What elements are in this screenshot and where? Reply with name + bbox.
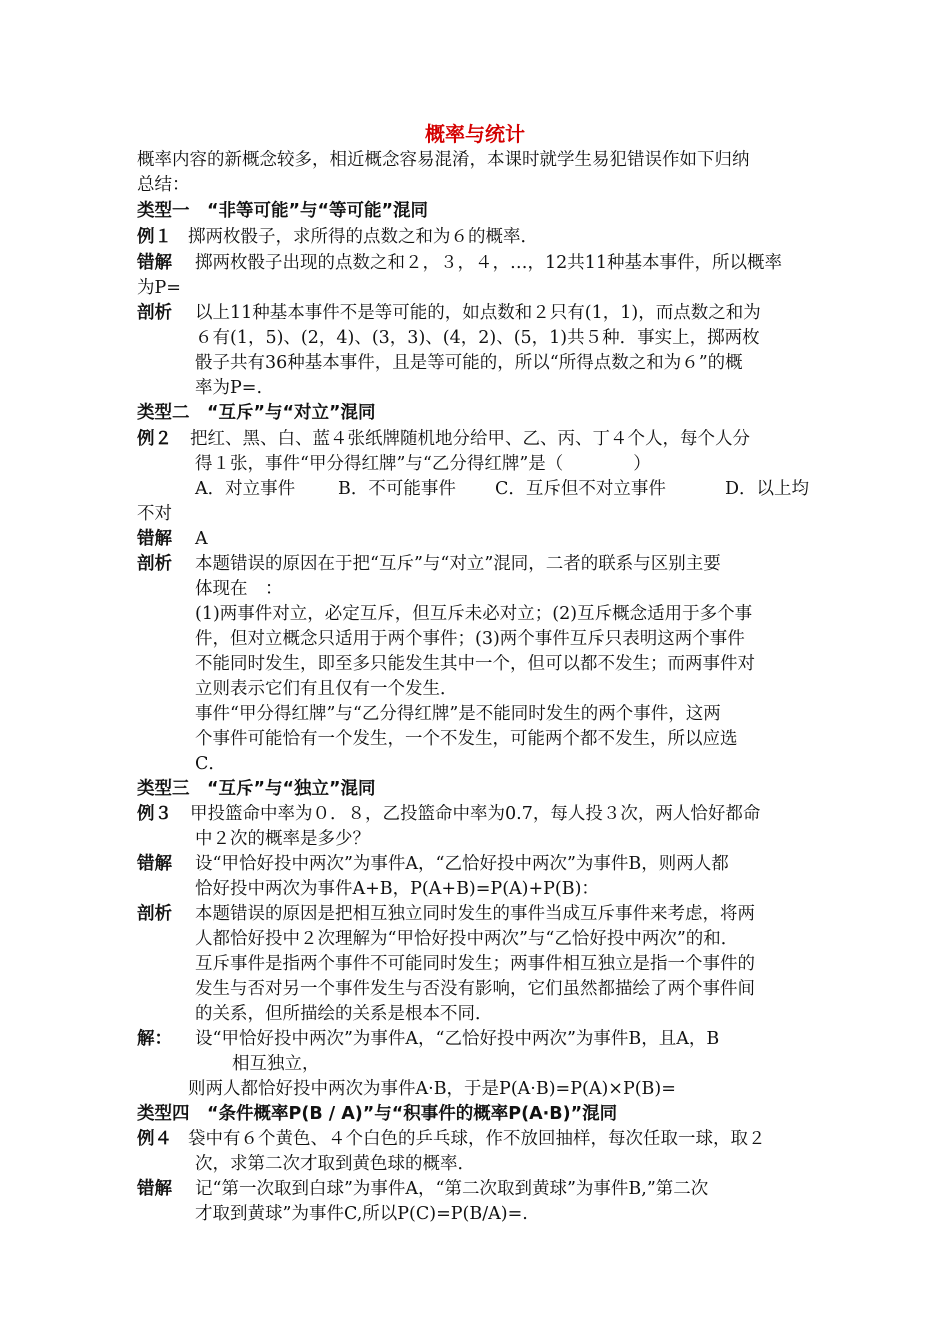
- analysis-text: 以上11种基本事件不是等可能的，如点数和２只有(1，1)，而点数之和为: [195, 303, 761, 323]
- solution-text: 则两人都恰好投中两次为事件A·B，于是P(A·B)=P(A)×P(B)=: [188, 1079, 676, 1099]
- example-text: 袋中有６个黄色、４个白色的乒乓球，作不放回抽样，每次任取一球，取２: [188, 1129, 766, 1149]
- option-d-wrap: 不对: [137, 504, 172, 524]
- wrong-solution-text: 掷两枚骰子出现的点数之和２，３，４，…，12共11种基本事件，所以概率: [195, 253, 783, 273]
- example-text: 甲投篮命中率为０．８，乙投篮命中率为0.7，每人投３次，两人恰好都命: [190, 804, 761, 824]
- wrong-solution-text: 设“甲恰好投中两次”为事件A，“乙恰好投中两次”为事件B，则两人都: [195, 854, 729, 874]
- solution-text: 相互独立，: [232, 1054, 320, 1074]
- analysis-text: 个事件可能恰有一个发生，一个不发生，可能两个都不发生，所以应选: [195, 729, 738, 749]
- analysis-text: C．: [195, 754, 226, 774]
- analysis-text: 的关系，但所描绘的关系是根本不同．: [195, 1004, 493, 1024]
- example-text: 得１张，事件“甲分得红牌”与“乙分得红牌”是（ ）: [195, 454, 651, 474]
- intro-line: 总结：: [137, 175, 190, 195]
- analysis-text: 本题错误的原因是把相互独立同时发生的事件当成互斥事件来考虑，将两: [195, 904, 755, 924]
- wrong-solution-label: 错解: [137, 854, 172, 874]
- analysis-label: 剖析: [137, 303, 172, 323]
- example-label: 例２: [137, 429, 172, 449]
- example-text: 中２次的概率是多少？: [195, 829, 370, 849]
- intro-line: 概率内容的新概念较多，相近概念容易混淆，本课时就学生易犯错误作如下归纳: [137, 150, 750, 170]
- analysis-text: 立则表示它们有且仅有一个发生．: [195, 679, 458, 699]
- analysis-text: 不能同时发生，即至多只能发生其中一个，但可以都不发生；而两事件对: [195, 654, 755, 674]
- solution-text: 设“甲恰好投中两次”为事件A，“乙恰好投中两次”为事件B，且A，B: [195, 1029, 720, 1049]
- option-c: C．互斥但不对立事件: [495, 479, 666, 499]
- option-b: B．不可能事件: [338, 479, 456, 499]
- option-a: A．对立事件: [195, 479, 296, 499]
- analysis-text: 骰子共有36种基本事件，且是等可能的，所以“所得点数之和为６”的概: [195, 353, 743, 373]
- solution-label: 解：: [137, 1029, 172, 1049]
- analysis-text: 率为P=.: [195, 378, 263, 398]
- analysis-text: 体现在 ：: [195, 579, 283, 599]
- page-title: 概率与统计: [425, 122, 525, 146]
- section-heading-type2: 类型二 “互斥”与“对立”混同: [137, 403, 376, 423]
- analysis-label: 剖析: [137, 904, 172, 924]
- analysis-text: 人都恰好投中２次理解为“甲恰好投中两次”与“乙恰好投中两次”的和．: [195, 929, 739, 949]
- analysis-text: 本题错误的原因在于把“互斥”与“对立”混同，二者的联系与区别主要: [195, 554, 721, 574]
- wrong-solution-label: 错解: [137, 253, 172, 273]
- wrong-solution-label: 错解: [137, 1179, 172, 1199]
- example-text: 把红、黑、白、蓝４张纸牌随机地分给甲、乙、丙、丁４个人，每个人分: [190, 429, 750, 449]
- analysis-text: (1)两事件对立，必定互斥，但互斥未必对立；(2)互斥概念适用于多个事: [195, 604, 753, 624]
- wrong-solution-text: 才取到黄球”为事件C,所以P(C)=P(B/A)=.: [195, 1204, 528, 1224]
- example-label: 例１: [137, 227, 172, 247]
- analysis-text: 事件“甲分得红牌”与“乙分得红牌”是不能同时发生的两个事件，这两: [195, 704, 721, 724]
- analysis-text: ６有(1，5)、(2，4)、(3，3)、(4，2)、(5，1)共５种．事实上，掷两枚: [195, 328, 760, 348]
- section-heading-type3: 类型三 “互斥”与“独立”混同: [137, 779, 376, 799]
- example-label: 例３: [137, 804, 172, 824]
- wrong-solution-text: A: [195, 529, 208, 549]
- wrong-solution-text: 恰好投中两次为事件A+B，P(A+B)=P(A)+P(B)：: [195, 879, 599, 899]
- option-d: D．以上均: [725, 479, 810, 499]
- section-heading-type1: 类型一 “非等可能”与“等可能”混同: [137, 201, 429, 221]
- wrong-solution-text: 为P=: [137, 278, 181, 298]
- analysis-label: 剖析: [137, 554, 172, 574]
- example-text: 掷两枚骰子，求所得的点数之和为６的概率．: [188, 227, 538, 247]
- example-text: 次，求第二次才取到黄色球的概率．: [195, 1154, 475, 1174]
- wrong-solution-text: 记“第一次取到白球”为事件A，“第二次取到黄球”为事件B,”第二次: [195, 1179, 709, 1199]
- analysis-text: 发生与否对另一个事件发生与否没有影响，它们虽然都描绘了两个事件间: [195, 979, 755, 999]
- analysis-text: 件，但对立概念只适用于两个事件；(3)两个事件互斥只表明这两个事件: [195, 629, 745, 649]
- wrong-solution-label: 错解: [137, 529, 172, 549]
- example-label: 例４: [137, 1129, 172, 1149]
- section-heading-type4: 类型四 “条件概率P(B / A)”与“积事件的概率P(A·B)”混同: [137, 1104, 618, 1124]
- analysis-text: 互斥事件是指两个事件不可能同时发生；两事件相互独立是指一个事件的: [195, 954, 755, 974]
